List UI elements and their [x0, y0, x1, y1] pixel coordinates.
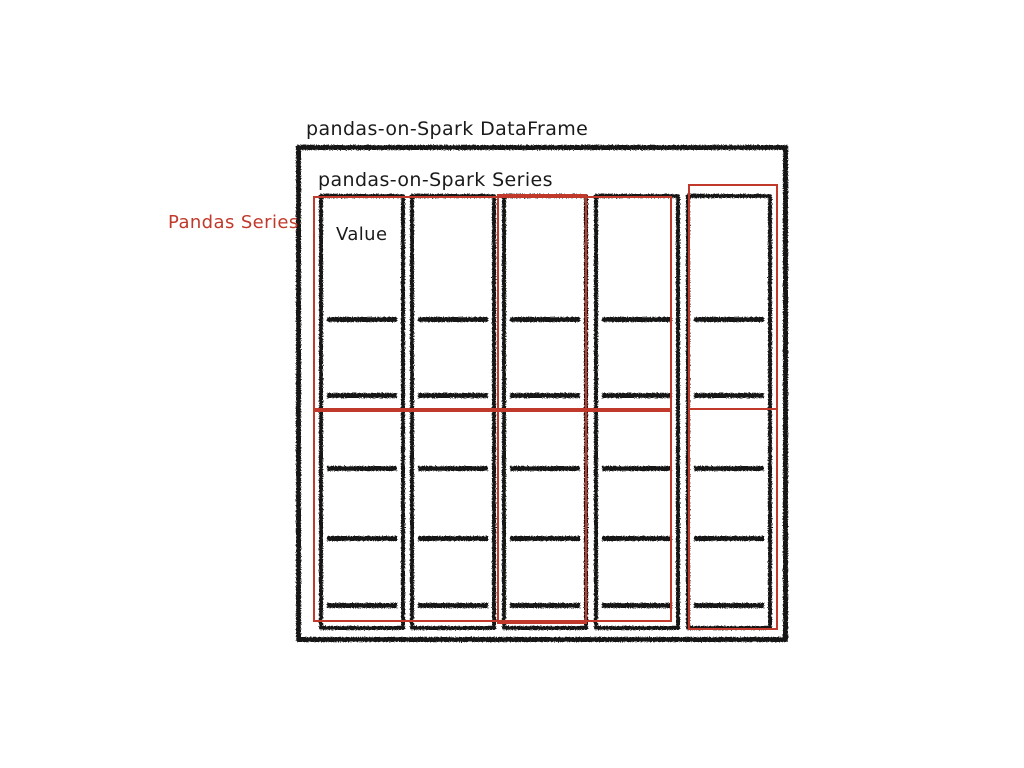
right-column-highlight-lower	[688, 408, 778, 630]
pandas-series-highlight-lower	[313, 410, 672, 622]
pandas-series-label: Pandas Series	[168, 212, 299, 233]
dataframe-label: pandas-on-Spark DataFrame	[306, 118, 589, 140]
spark-series-highlight	[497, 194, 587, 624]
right-column-highlight-upper	[688, 184, 778, 410]
spark-series-label: pandas-on-Spark Series	[318, 169, 553, 191]
value-label: Value	[336, 224, 388, 245]
